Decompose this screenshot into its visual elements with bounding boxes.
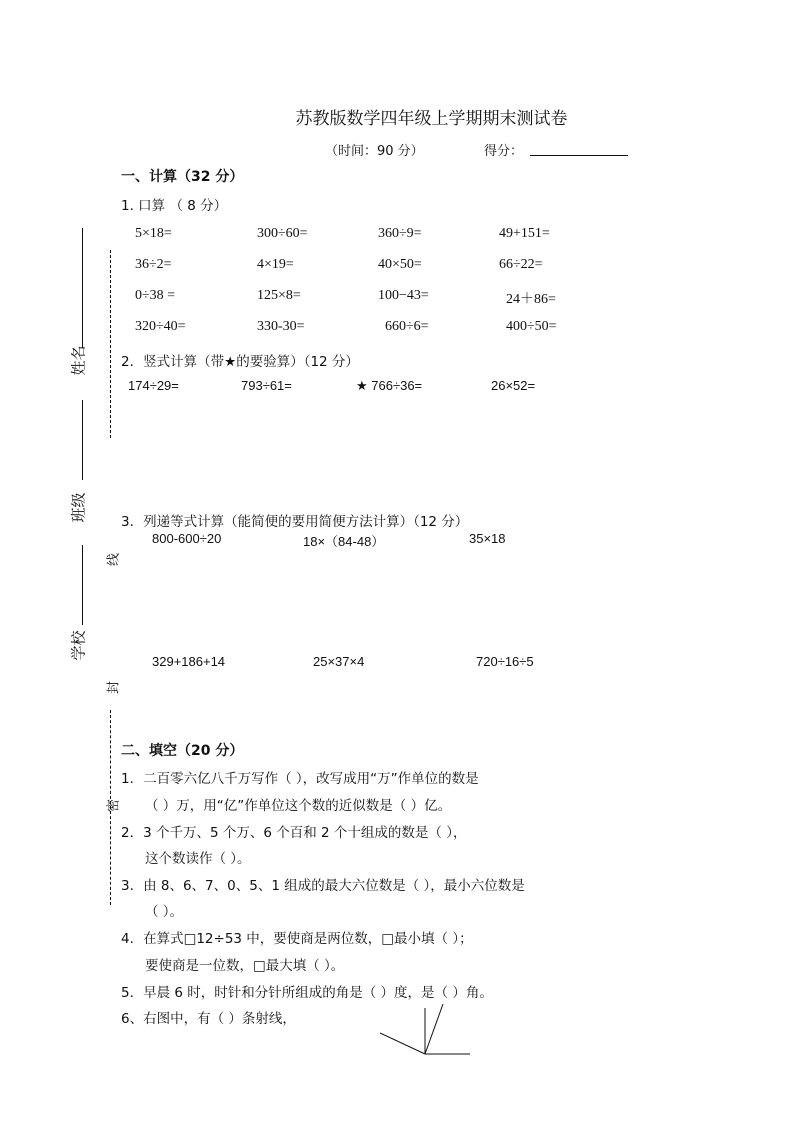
oral-item: 660÷6= bbox=[385, 319, 429, 334]
fill-line: （ ）。 bbox=[145, 904, 184, 920]
q2-label: 2．竖式计算（带★的要验算）（12 分） bbox=[121, 354, 359, 370]
score-label: 得分： bbox=[484, 144, 524, 159]
oral-item: 300÷60= bbox=[257, 226, 308, 241]
name-label: 姓名 bbox=[69, 345, 88, 376]
stepwise-item: 720÷16÷5 bbox=[476, 654, 534, 669]
stepwise-item: 18×（84-48） bbox=[303, 534, 385, 549]
seal-mi: 密 bbox=[106, 799, 122, 813]
rays-figure bbox=[375, 1000, 475, 1060]
seal-feng: 封 bbox=[106, 681, 122, 695]
oral-item: 330-30= bbox=[257, 319, 305, 334]
seal-dashed-line-1 bbox=[110, 250, 111, 438]
vertical-item: 793÷61= bbox=[241, 378, 292, 393]
fill-line: 5．早晨 6 时，时针和分针所组成的角是（ ）度，是（ ）角。 bbox=[121, 985, 493, 1001]
stepwise-item: 329+186+14 bbox=[152, 654, 226, 669]
fill-line: 3．由 8、6、7、0、5、1 组成的最大六位数是（ ），最小六位数是 bbox=[121, 878, 525, 894]
oral-item: 125×8= bbox=[257, 288, 301, 303]
fill-line: 2．3 个千万、5 个万、6 个百和 2 个十组成的数是（ ）， bbox=[121, 825, 467, 841]
oral-item: 100−43= bbox=[378, 288, 429, 303]
oral-item: 24＋86= bbox=[506, 292, 556, 307]
binding-line-1 bbox=[82, 228, 83, 348]
fill-line: 6、右图中，有（ ）条射线， bbox=[121, 1011, 296, 1027]
exam-time: （时间：90 分） bbox=[325, 144, 424, 159]
section1-heading: 一、计算（32 分） bbox=[121, 169, 244, 185]
oral-item: 5×18= bbox=[135, 226, 172, 241]
stepwise-item: 800-600÷20 bbox=[152, 531, 222, 546]
vertical-item: 174÷29= bbox=[128, 378, 179, 393]
fill-line: 1．二百零六亿八千万写作（ ），改写成用“万”作单位的数是 bbox=[121, 771, 479, 787]
fill-line: 要使商是一位数，□最大填（ ）。 bbox=[145, 958, 345, 974]
seal-xian: 线 bbox=[106, 553, 122, 567]
oral-item: 49+151= bbox=[499, 226, 550, 241]
q3-label: 3．列递等式计算（能简便的要用简便方法计算）（12 分） bbox=[121, 514, 469, 530]
oral-item: 400÷50= bbox=[506, 319, 557, 334]
fill-line: 4．在算式□12÷53 中，要使商是两位数，□最小填（ ）； bbox=[121, 931, 473, 947]
page-title: 苏教版数学四年级上学期期末测试卷 bbox=[295, 109, 568, 129]
binding-line-2 bbox=[82, 400, 83, 480]
fill-line: 这个数读作（ ）。 bbox=[145, 851, 251, 867]
oral-item: 66÷22= bbox=[499, 257, 543, 272]
oral-item: 36÷2= bbox=[135, 257, 172, 272]
oral-item: 360÷9= bbox=[378, 226, 422, 241]
vertical-item: 26×52= bbox=[491, 378, 536, 393]
stepwise-item: 25×37×4 bbox=[313, 654, 365, 669]
oral-item: 0÷38 = bbox=[135, 288, 176, 303]
class-label: 班级 bbox=[69, 492, 88, 523]
oral-item: 320÷40= bbox=[135, 319, 186, 334]
vertical-item-starred: ★ 766÷36= bbox=[356, 378, 423, 393]
binding-line-3 bbox=[82, 545, 83, 625]
fill-line: （ ）万，用“亿”作单位这个数的近似数是（ ）亿。 bbox=[145, 798, 452, 814]
oral-item: 4×19= bbox=[257, 257, 294, 272]
section2-heading: 二、填空（20 分） bbox=[121, 743, 244, 759]
score-blank[interactable] bbox=[530, 155, 628, 156]
stepwise-item: 35×18 bbox=[469, 531, 506, 546]
q1-label: 1. 口算 （ 8 分） bbox=[121, 198, 228, 214]
school-label: 学校 bbox=[69, 630, 88, 661]
oral-item: 40×50= bbox=[378, 257, 422, 272]
